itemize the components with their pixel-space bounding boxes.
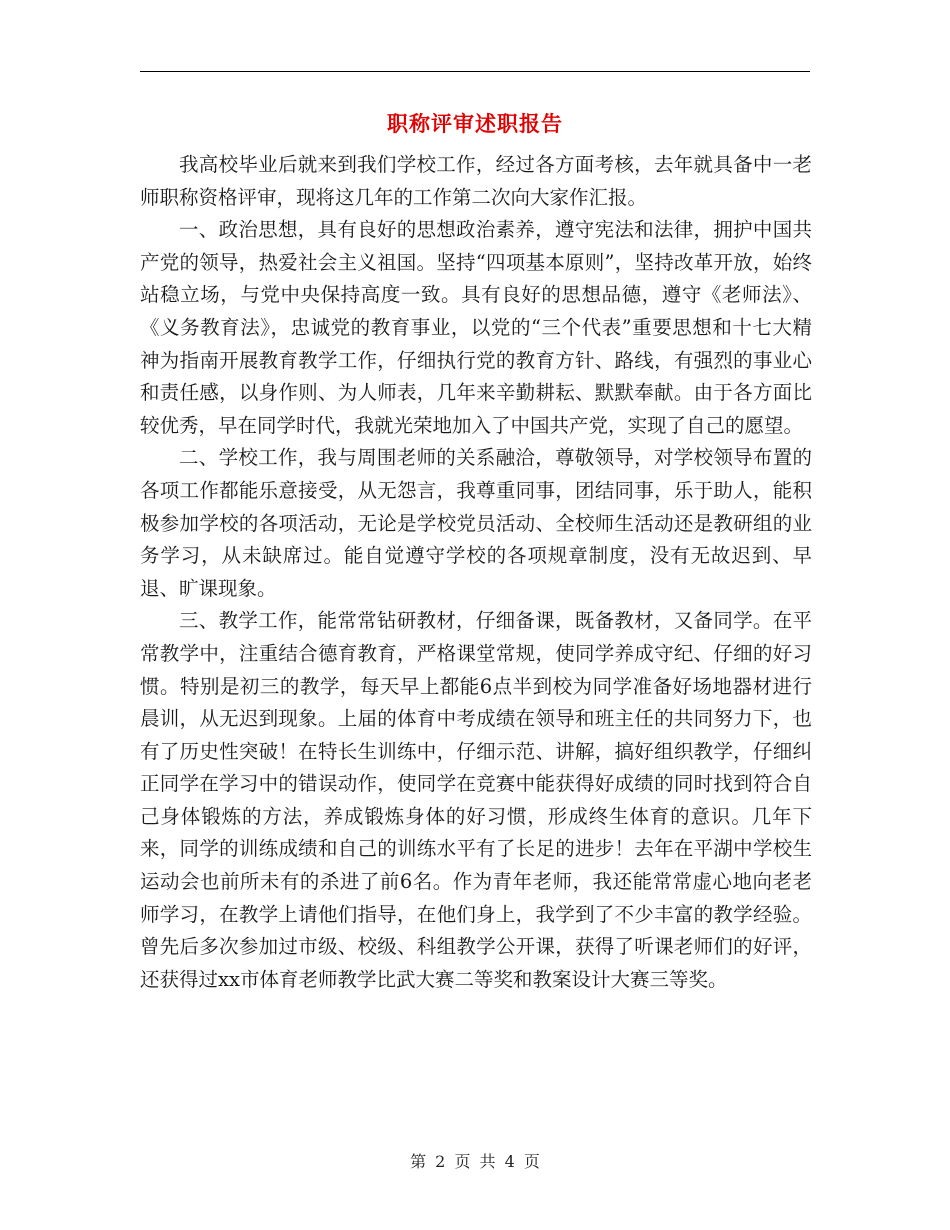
paragraph-teaching: 三、教学工作，能常常钻研教材，仔细备课，既备教材，又备同学。在平常教学中，注重结合德育教育，严格课堂常规，使同学养成守纪、仔细的好习惯。特别是初三的教学，每天早上都能6点半到校为同学准备好场地器材进行晨训，从无迟到现象。上届的体育中考成绩在领导和班主任的共同努力下，也有了历史性突破！在特长生训练中，仔细示范、讲解，搞好组织教学，仔细纠正同学在学习中的错误动作，使同学在竞赛中能获得好成绩的同时找到符合自己身体锻炼的方法，养成锻炼身体的好习惯，形成终生体育的意识。几年下来，同学的训练成绩和自己的训练水平有了长足的进步！去年在平湖中学校生运动会也前所未有的杀进了前6名。作为青年老师，我还能常常虚心地向老老师学习，在教学上请他们指导，在他们身上，我学到了不少丰富的教学经验。曾先后多次参加过市级、校级、科组教学公开课，获得了听课老师们的好评，还获得过xx市体育老师教学比武大赛二等奖和教案设计大赛三等奖。 xyxy=(140,609,812,991)
document-body xyxy=(140,149,812,996)
document-title: 职称评审述职报告 xyxy=(387,111,563,136)
page-number: 第 2 页 共 4 页 xyxy=(410,1152,540,1171)
paragraph-political: 一、政治思想，具有良好的思想政治素养，遵守宪法和法律，拥护中国共产党的领导，热爱社会主义祖国。坚持“四项基本原则”，坚持改革开放，始终站稳立场，与党中央保持高度一致。具有良好的思想品德，遵守《老师法》、《义务教育法》，忠诚党的教育事业，以党的“三个代表”重要思想和十七大精神为指南开展教育教学工作，仔细执行党的教育方针、路线，有强烈的事业心和责任感，以身作则、为人师表，几年来辛勤耕耘、默默奉献。由于各方面比较优秀，早在同学时代，我就光荣地加入了中国共产党，实现了自己的愿望。 xyxy=(140,218,812,437)
header-rule xyxy=(140,71,810,72)
paragraph-intro: 我高校毕业后就来到我们学校工作，经过各方面考核，去年就具备中一老师职称资格评审，现将这几年的工作第二次向大家作汇报。 xyxy=(140,153,812,209)
paragraph-school-work: 二、学校工作，我与周围老师的关系融洽，尊敬领导，对学校领导布置的各项工作都能乐意接受，从无怨言，我尊重同事，团结同事，乐于助人，能积极参加学校的各项活动，无论是学校党员活动、全校师生活动还是教研组的业务学习，从未缺席过。能自觉遵守学校的各项规章制度，没有无故迟到、早退、旷课现象。 xyxy=(140,446,812,600)
